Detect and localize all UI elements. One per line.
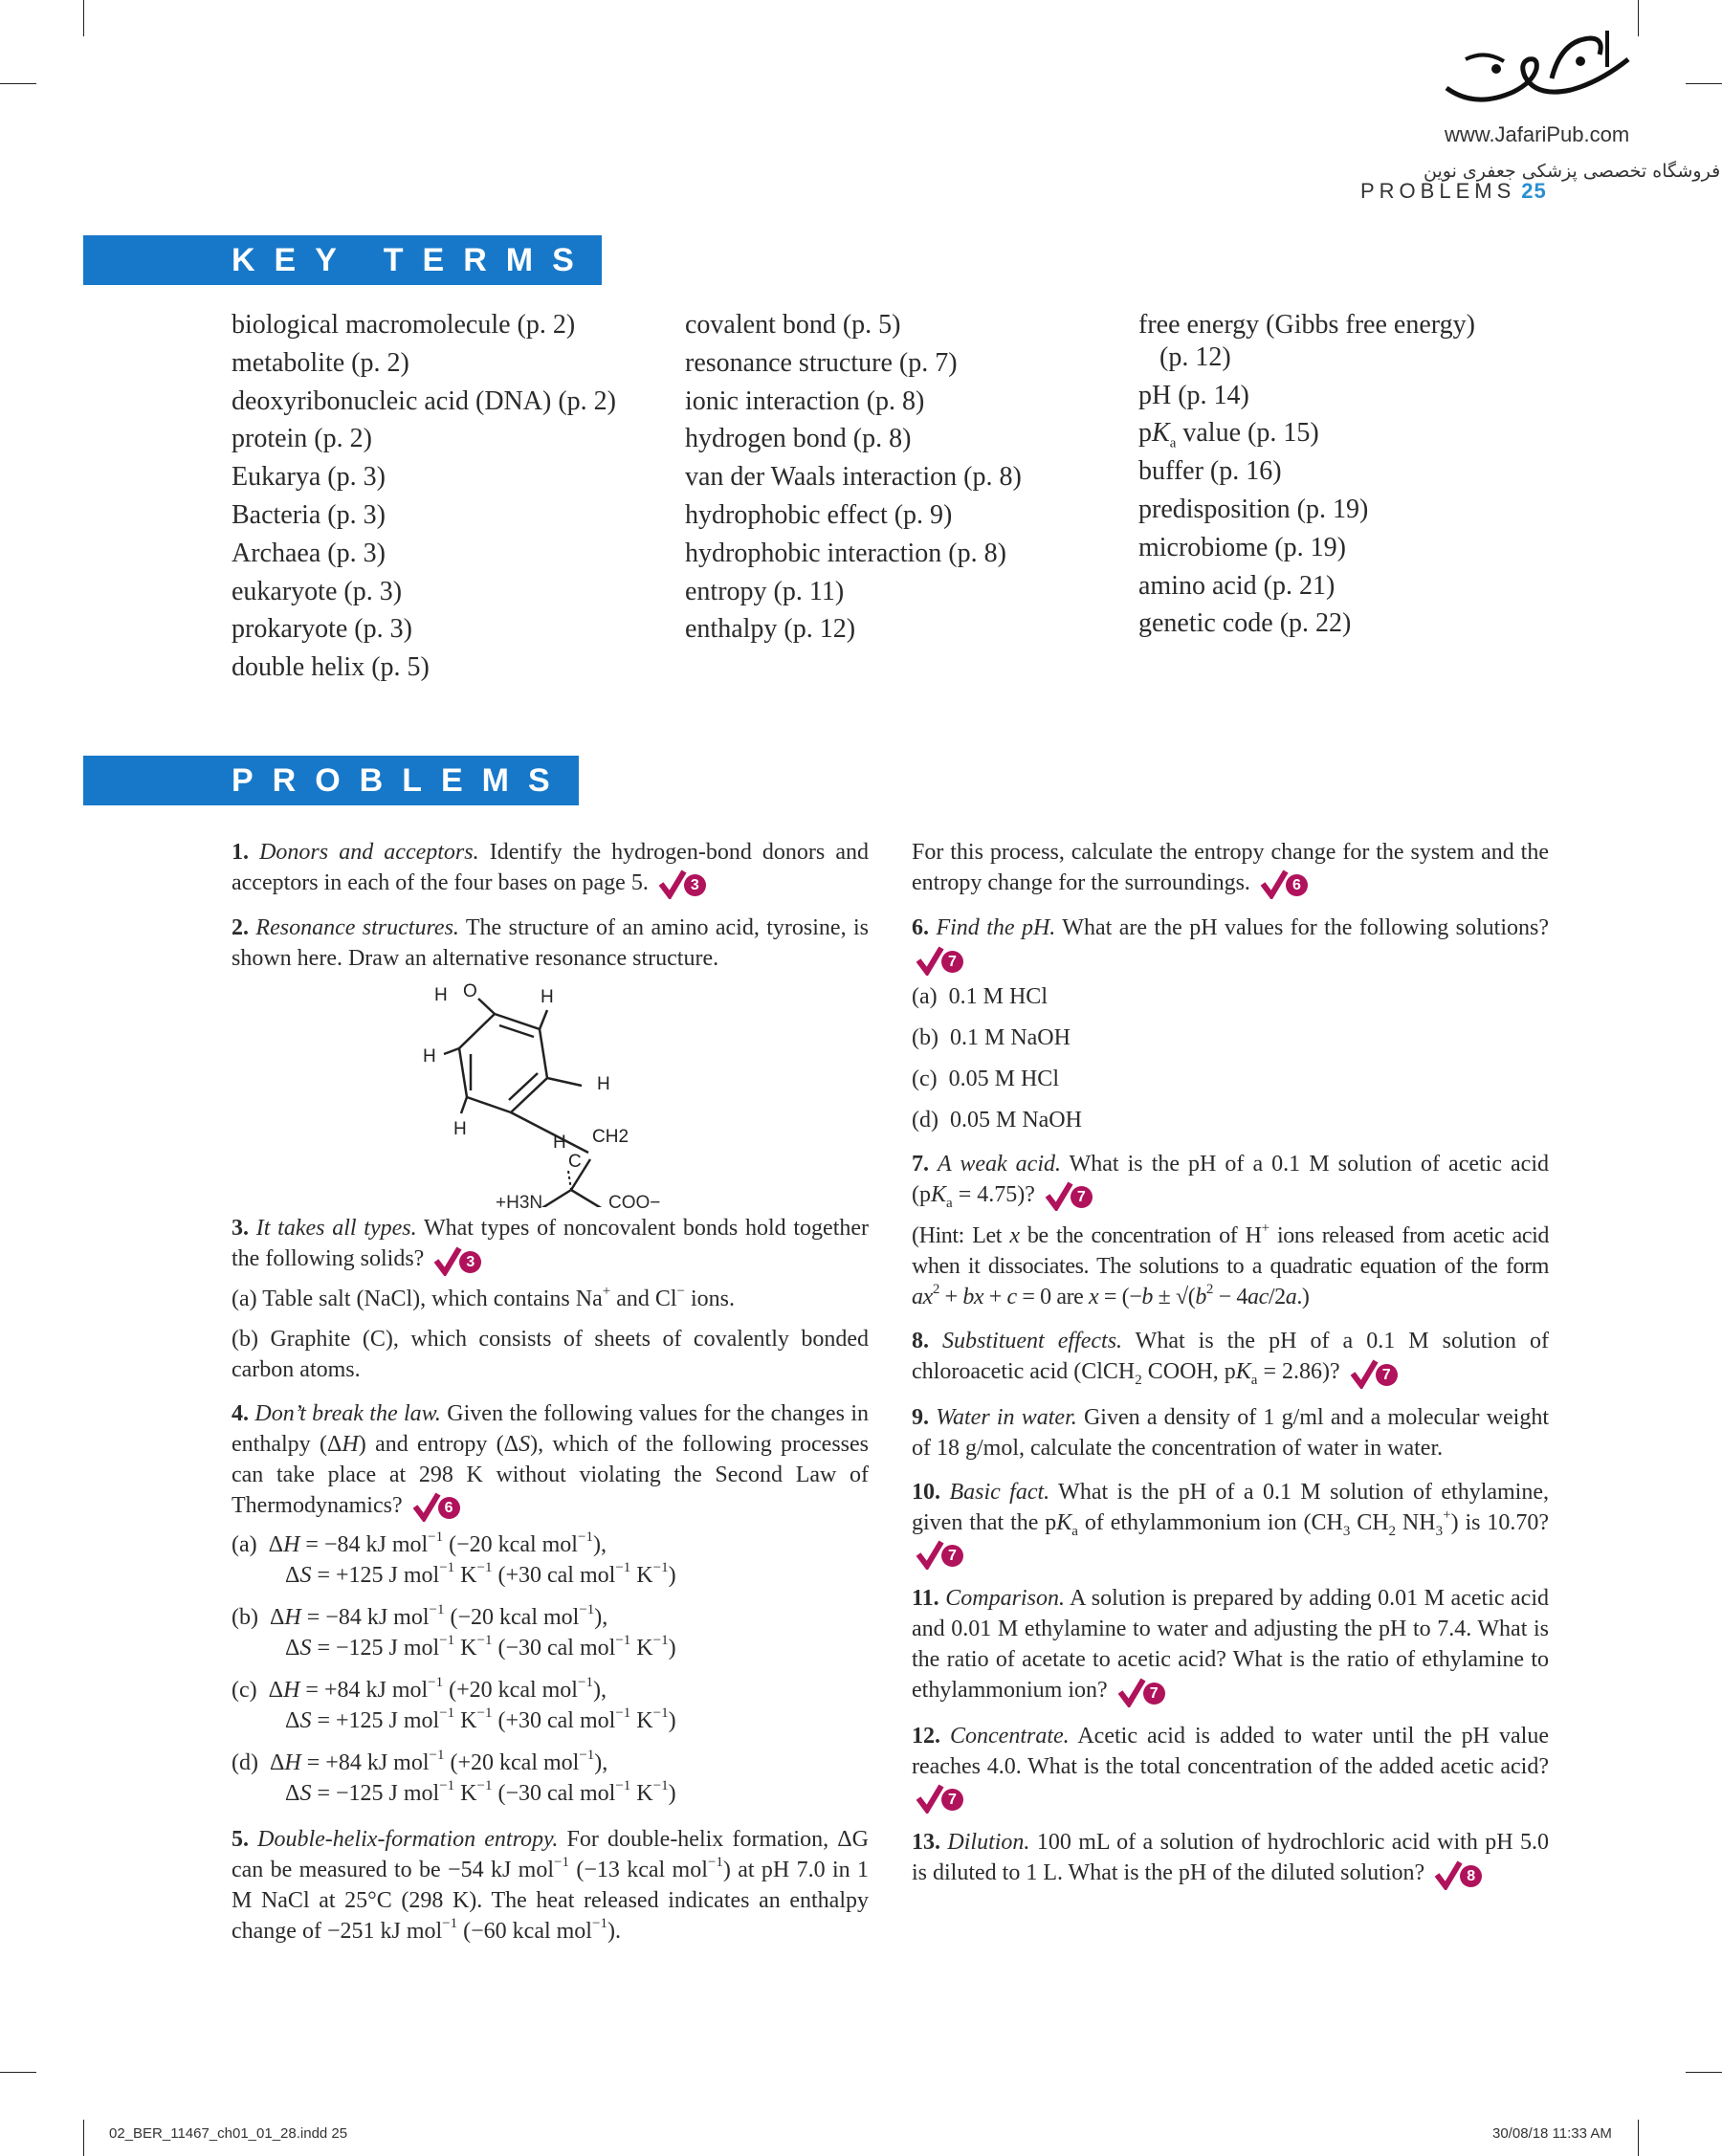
crop-mark <box>1686 83 1722 84</box>
key-term: metabolite (p. 2) <box>232 347 409 378</box>
key-term: deoxyribonucleic acid (DNA) (p. 2) <box>232 385 616 416</box>
problem-8: 8. Substituent effects. What is the pH of a 0.1 M solution of chloroacetic acid (ClCH$_2$ COOH, $pK_a = 2.86$)? 7 <box>912 1329 1549 1389</box>
key-terms-column-2 <box>685 306 1022 649</box>
check-badge-icon: 3 <box>658 869 708 899</box>
check-badge-icon: 7 <box>1045 1180 1094 1211</box>
key-term: biological macromolecule (p. 2) <box>232 310 576 340</box>
key-terms-column-3 <box>1138 306 1475 643</box>
problem-1: 1. Donors and acceptors. Identify the hydrogen-bond donors and acceptors in each of the four bases on page 5. 3 <box>232 837 869 899</box>
problems-right-column <box>912 837 1549 1903</box>
problems-left-column <box>232 837 869 1960</box>
crop-mark <box>0 83 36 84</box>
key-term: free energy (Gibbs free energy) <box>1138 310 1475 340</box>
key-term: protein (p. 2) <box>232 424 372 454</box>
check-badge-icon: 6 <box>1260 869 1310 899</box>
check-badge-icon: 6 <box>412 1491 462 1522</box>
key-terms-heading: KEY TERMS <box>83 235 602 285</box>
problem-10: 10. Basic fact. What is the pH of a 0.1 M solution of ethylamine, given that the $pK_a$ of ethylammonium ion ($CH_3$ $CH_2$ $NH_3^+$) is 10.70? 7 <box>912 1477 1549 1570</box>
mol-label-nh3: +H3N <box>496 1193 543 1214</box>
problem-3a: (a) Table salt (NaCl), which contains Na+ and Cl− ions. <box>232 1283 736 1311</box>
key-terms-column-1 <box>232 306 616 687</box>
key-term: hydrophobic interaction (p. 8) <box>685 538 1006 568</box>
problem-6d: (d) 0.05 M NaOH <box>912 1107 1082 1133</box>
problem-4a: (a) ΔH = −84 kJ mol$^{-1}$ (−20 kcal mol$^{-1}$), ΔS = +125 J mol$^{-1}$ $K^{-1}$ (+30 cal mol$^{-1}$ $K^{-1}$) <box>232 1529 676 1589</box>
key-term-continued: (p. 12) <box>1159 341 1231 372</box>
key-term: genetic code (p. 22) <box>1138 608 1352 639</box>
footer-file: 02_BER_11467_ch01_01_28.indd 25 <box>109 2125 348 2142</box>
problem-6a: (a) 0.1 M HCl <box>912 983 1048 1009</box>
mol-label: H <box>423 1046 436 1067</box>
problem-2: 2. Resonance structures. The structure of an amino acid, tyrosine, is shown here. Draw an alternative resonance structure. <box>232 915 869 972</box>
mol-label: H <box>453 1119 467 1140</box>
problem-4: 4. Don’t break the law. Given the following values for the changes in enthalpy (ΔH) and entropy (ΔS), which of the following processes can take place at 298 K without violating the Second Law of Thermodynamics? 6 <box>232 1398 869 1522</box>
check-badge-icon: 7 <box>916 1783 965 1814</box>
key-term: covalent bond (p. 5) <box>685 310 901 340</box>
crop-mark <box>0 2072 36 2073</box>
key-term: Archaea (p. 3) <box>232 538 386 568</box>
problem-9: 9. Water in water. Given a density of 1 g/ml and a molecular weight of 18 g/mol, calculate the concentration of water in water. <box>912 1404 1550 1461</box>
key-term: microbiome (p. 19) <box>1138 532 1346 562</box>
key-term: resonance structure (p. 7) <box>685 347 958 378</box>
key-term: buffer (p. 16) <box>1138 456 1282 487</box>
crop-mark <box>1638 2120 1639 2156</box>
check-badge-icon: 7 <box>916 945 965 976</box>
problem-7: 7. A weak acid. What is the pH of a 0.1 M solution of acetic acid $(pK_a = 4.75)$? 7 <box>912 1151 1549 1211</box>
mol-label: H <box>597 1074 610 1095</box>
key-term: prokaryote (p. 3) <box>232 614 412 645</box>
check-badge-icon: 7 <box>916 1539 965 1570</box>
problem-5: 5. Double-helix-formation entropy. For double-helix formation, ΔG can be measured to be −54 kJ mol$^{-1}$ (−13 kcal mol$^{-1}$) at pH 7.0 in 1 M NaCl at 25°C (298 K). The heat released indicates an enthalpy change of −251 kJ mol$^{-1}$ (−60 kcal mol$^{-1}$). <box>232 1827 870 1945</box>
mol-label: H <box>553 1133 566 1154</box>
footer-date: 30/08/18 11:33 AM <box>1492 2125 1612 2142</box>
check-badge-icon: 7 <box>1350 1358 1400 1389</box>
check-badge-icon: 8 <box>1434 1859 1484 1890</box>
key-term: predisposition (p. 19) <box>1138 494 1369 524</box>
key-term: Eukarya (p. 3) <box>232 462 386 493</box>
key-term: double helix (p. 5) <box>232 652 430 683</box>
problem-4b: (b) ΔH = −84 kJ mol$^{-1}$ (−20 kcal mol$^{-1}$), ΔS = −125 J mol$^{-1}$ $K^{-1}$ (−30 cal mol$^{-1}$ $K^{-1}$) <box>232 1602 676 1661</box>
key-term: $pK_a$ value (p. 15) <box>1138 418 1319 451</box>
problem-12: 12. Concentrate. Acetic acid is added to water until the pH value reaches 4.0. What is the total concentration of the added acetic acid? 7 <box>912 1721 1549 1814</box>
mol-label: H <box>434 985 448 1006</box>
publisher-logo <box>1424 21 1721 184</box>
key-term: amino acid (p. 21) <box>1138 570 1336 601</box>
key-term: pH (p. 14) <box>1138 380 1249 410</box>
tyrosine-structure <box>232 978 869 1207</box>
mol-label-coo: COO− <box>608 1193 661 1214</box>
logo-tagline: فروشگاه تخصصی پزشکی جعفری نوین <box>1424 161 1721 182</box>
page-number: 25 <box>1521 179 1547 203</box>
key-term: entropy (p. 11) <box>685 576 845 606</box>
problem-13: 13. Dilution. 100 mL of a solution of hydrochloric acid with pH 5.0 is diluted to 1 L. What is the pH of the diluted solution? 8 <box>912 1827 1549 1889</box>
key-term: enthalpy (p. 12) <box>685 614 856 645</box>
problem-6: 6. Find the pH. What are the pH values for the following solutions? 7 <box>912 913 1549 975</box>
key-term: hydrophobic effect (p. 9) <box>685 499 953 530</box>
check-badge-icon: 7 <box>1117 1677 1167 1707</box>
key-term: ionic interaction (p. 8) <box>685 385 925 416</box>
check-badge-icon: 3 <box>433 1245 483 1276</box>
mol-label: H <box>541 987 554 1008</box>
running-head-label: PROBLEMS <box>1360 179 1516 203</box>
crop-mark <box>83 2120 84 2156</box>
tyrosine-diagram <box>232 978 869 1207</box>
problem-7-hint: (Hint: Let x be the concentration of H+ ions released from acetic acid when it dissociates. The solutions to a quadratic equation of the form $ax^2$ + bx + c = 0 are $x = (-b \pm √(b^2 - 4ac/2a.)$ <box>912 1221 1549 1310</box>
key-term: Bacteria (p. 3) <box>232 499 386 530</box>
problem-6b: (b) 0.1 M NaOH <box>912 1024 1071 1050</box>
problem-4c: (c) ΔH = +84 kJ mol$^{-1}$ (+20 kcal mol$^{-1}$), ΔS = +125 J mol$^{-1}$ $K^{-1}$ (+30 cal mol$^{-1}$ $K^{-1}$) <box>232 1675 676 1734</box>
problem-11: 11. Comparison. A solution is prepared by adding 0.01 M acetic acid and 0.01 M ethylamine to water and adjusting the pH to 7.4. What is the ratio of acetate to acetic acid? What is the ratio of ethylamine to ethylammonium ion? 7 <box>912 1583 1549 1706</box>
problem-3b: (b) Graphite (C), which consists of sheets of covalently bonded carbon atoms. <box>232 1326 869 1382</box>
problems-heading: PROBLEMS <box>83 756 579 805</box>
calligraphy-logo-icon <box>1437 21 1638 117</box>
mol-label: O <box>463 981 477 1002</box>
key-term: van der Waals interaction (p. 8) <box>685 462 1022 493</box>
key-term: hydrogen bond (p. 8) <box>685 424 912 454</box>
logo-url: www.JafariPub.com <box>1445 122 1630 146</box>
key-term: eukaryote (p. 3) <box>232 576 403 606</box>
mol-label: C <box>568 1152 582 1173</box>
crop-mark <box>1686 2072 1722 2073</box>
problem-4d: (d) ΔH = +84 kJ mol$^{-1}$ (+20 kcal mol$^{-1}$), ΔS = −125 J mol$^{-1}$ $K^{-1}$ (−30 cal mol$^{-1}$ $K^{-1}$) <box>232 1748 676 1807</box>
running-head <box>1360 179 1547 204</box>
crop-mark <box>83 0 84 36</box>
problem-6c: (c) 0.05 M HCl <box>912 1066 1059 1091</box>
problem-3: 3. It takes all types. What types of noncovalent bonds hold together the following solids? 3 <box>232 1213 869 1275</box>
problem-5-continued: For this process, calculate the entropy change for the system and the entropy change for the surroundings. 6 <box>912 837 1549 899</box>
mol-label: CH2 <box>592 1127 629 1148</box>
